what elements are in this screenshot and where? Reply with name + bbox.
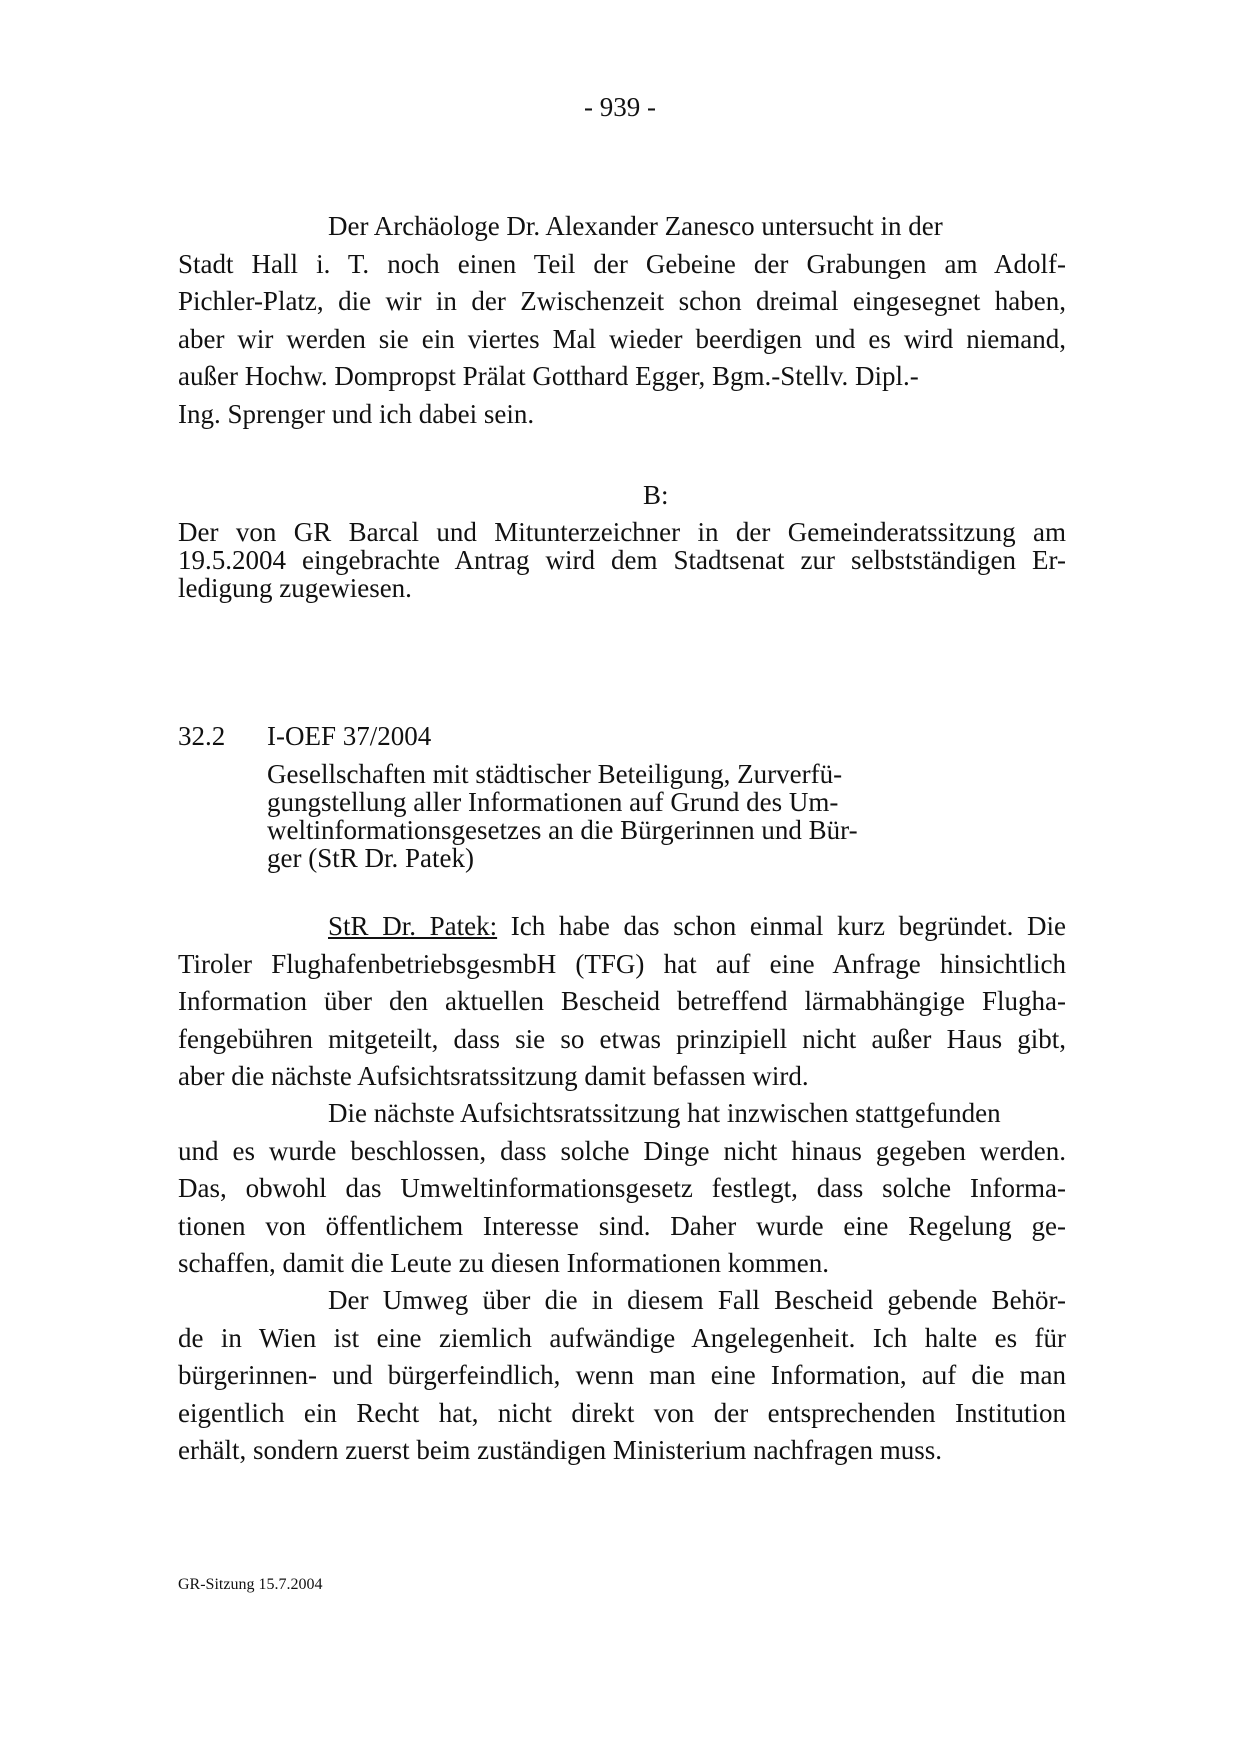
text-line: Der Archäologe Dr. Alexander Zanesco untersucht in der <box>328 211 943 241</box>
agenda-item-title <box>267 760 915 872</box>
text-line: 19.5.2004 eingebrachte Antrag wird dem Stadtsenat zur selbstständigen Er- <box>178 545 1066 575</box>
page-number: - 939 - <box>584 92 656 122</box>
speech-paragraph-1 <box>178 908 1066 1096</box>
text-line: Der von GR Barcal und Mitunterzeichner in der Gemeinderatssitzung am <box>178 517 1066 547</box>
text-line: tionen von öffentlichem Interesse sind. Daher wurde eine Regelung ge- <box>178 1210 1066 1241</box>
decision-text <box>178 518 1066 602</box>
text-line: Das, obwohl das Umweltinformationsgesetz festlegt, dass solche Informa- <box>178 1173 1066 1203</box>
text-line <box>178 908 1066 946</box>
text-line: aber die nächste Aufsichtsratssitzung damit befassen wird. <box>178 1061 809 1091</box>
text-line: außer Hochw. Dompropst Prälat Gotthard Egger, Bgm.-Stellv. Dipl.- <box>178 361 919 391</box>
text-line: Tiroler FlughafenbetriebsgesmbH (TFG) hat auf eine Anfrage hinsichtlich <box>178 948 1066 979</box>
text-line: weltinformationsgesetzes an die Bürgerinnen und Bür- <box>267 815 858 845</box>
text-line: gungstellung aller Informationen auf Grund des Um- <box>267 787 839 817</box>
text-line: und es wurde beschlossen, dass solche Dinge nicht hinaus gegeben werden. <box>178 1135 1066 1166</box>
text-line: Die nächste Aufsichtsratssitzung hat inzwischen stattgefunden <box>328 1098 1001 1128</box>
text-line: erhält, sondern zuerst beim zuständigen Ministerium nachfragen muss. <box>178 1435 943 1465</box>
text-line: schaffen, damit die Leute zu diesen Informationen kommen. <box>178 1248 830 1278</box>
footer-session-date: GR-Sitzung 15.7.2004 <box>178 1576 323 1593</box>
intro-paragraph <box>178 208 1066 433</box>
text-line: Pichler-Platz, die wir in der Zwischenzeit schon dreimal eingesegnet haben, <box>178 286 1066 316</box>
text-line: Ing. Sprenger und ich dabei sein. <box>178 398 535 429</box>
text-line: ledigung zugewiesen. <box>178 573 412 603</box>
text-line: de in Wien ist eine ziemlich aufwändige Angelegenheit. Ich halte es für <box>178 1322 1066 1353</box>
text-line: Stadt Hall i. T. noch einen Teil der Gebeine der Grabungen am Adolf- <box>178 248 1066 279</box>
speaker-name: StR Dr. Patek: <box>328 911 498 941</box>
text-line: ger (StR Dr. Patek) <box>267 843 474 873</box>
agenda-item-number: 32.2 <box>178 721 226 751</box>
speech-text: Ich habe das schon einmal kurz begründet. Die <box>497 911 1067 941</box>
text-line: eigentlich ein Recht hat, nicht direkt von der entsprechenden Institution <box>178 1397 1066 1428</box>
section-label: B: <box>643 480 669 510</box>
text-line: Gesellschaften mit städtischer Beteiligung, Zurverfü- <box>267 759 843 789</box>
text-line: Der Umweg über die in diesem Fall Bescheid gebende Behör- <box>328 1285 1066 1315</box>
agenda-item-code: I-OEF 37/2004 <box>267 721 432 751</box>
speech-paragraph-3 <box>178 1282 1066 1470</box>
text-line: fengebühren mitgeteilt, dass sie so etwas prinzipiell nicht außer Haus gibt, <box>178 1023 1066 1054</box>
text-line: Information über den aktuellen Bescheid betreffend lärmabhängige Flugha- <box>178 986 1066 1016</box>
text-line: bürgerinnen- und bürgerfeindlich, wenn man eine Information, auf die man <box>178 1360 1066 1390</box>
speech-paragraph-2 <box>178 1095 1066 1283</box>
text-line: aber wir werden sie ein viertes Mal wieder beerdigen und es wird niemand, <box>178 323 1066 354</box>
